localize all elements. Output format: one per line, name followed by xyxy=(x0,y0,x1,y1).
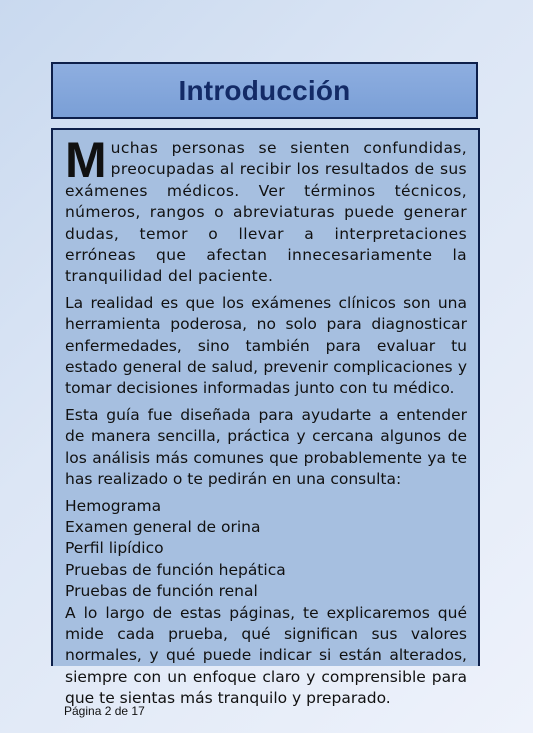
list-item: Pruebas de función renal xyxy=(65,582,258,601)
content-box xyxy=(51,128,480,708)
drop-cap: M xyxy=(65,132,107,188)
paragraph-1-text: uchas personas se sienten confundidas, preocupadas al recibir los resultados de sus exámenes médicos. Ver términos técnicos, números, rangos o abreviaturas puede generar dudas, temor o llevar a interpretaciones erróneas que afectan innecesariamente la tranquilidad del paciente. xyxy=(65,139,467,286)
paragraph-3: Esta guía fue diseñada para ayudarte a entender de manera sencilla, práctica y cercana algunos de los análisis más comunes que probablemente ya te has realizado o te pedirán en una consulta: xyxy=(65,405,467,489)
list-item: Perfil lipídico xyxy=(65,539,164,558)
list-item: Examen general de orina xyxy=(65,517,261,536)
page-number: Página 2 de 17 xyxy=(64,704,145,718)
page-title: Introducción xyxy=(178,74,351,106)
paragraph-2: La realidad es que los exámenes clínicos son una herramienta poderosa, no solo para diagnosticar enfermedades, sino también para evaluar tu estado general de salud, prevenir complicaciones y tomar decisiones informadas junto con tu médico. xyxy=(65,293,467,398)
section-title-box xyxy=(51,62,478,119)
list-item: Pruebas de función hepática xyxy=(65,560,286,579)
paragraph-4: A lo largo de estas páginas, te explicaremos qué mide cada prueba, qué significan sus valores normales, y qué puede indicar si están alterados, siempre con un enfoque claro y comprensible para que te sientas más tranquilo y preparado. xyxy=(65,603,467,708)
list-item: Hemograma xyxy=(65,496,162,515)
paragraph-1 xyxy=(65,132,467,288)
exam-list xyxy=(65,496,467,603)
